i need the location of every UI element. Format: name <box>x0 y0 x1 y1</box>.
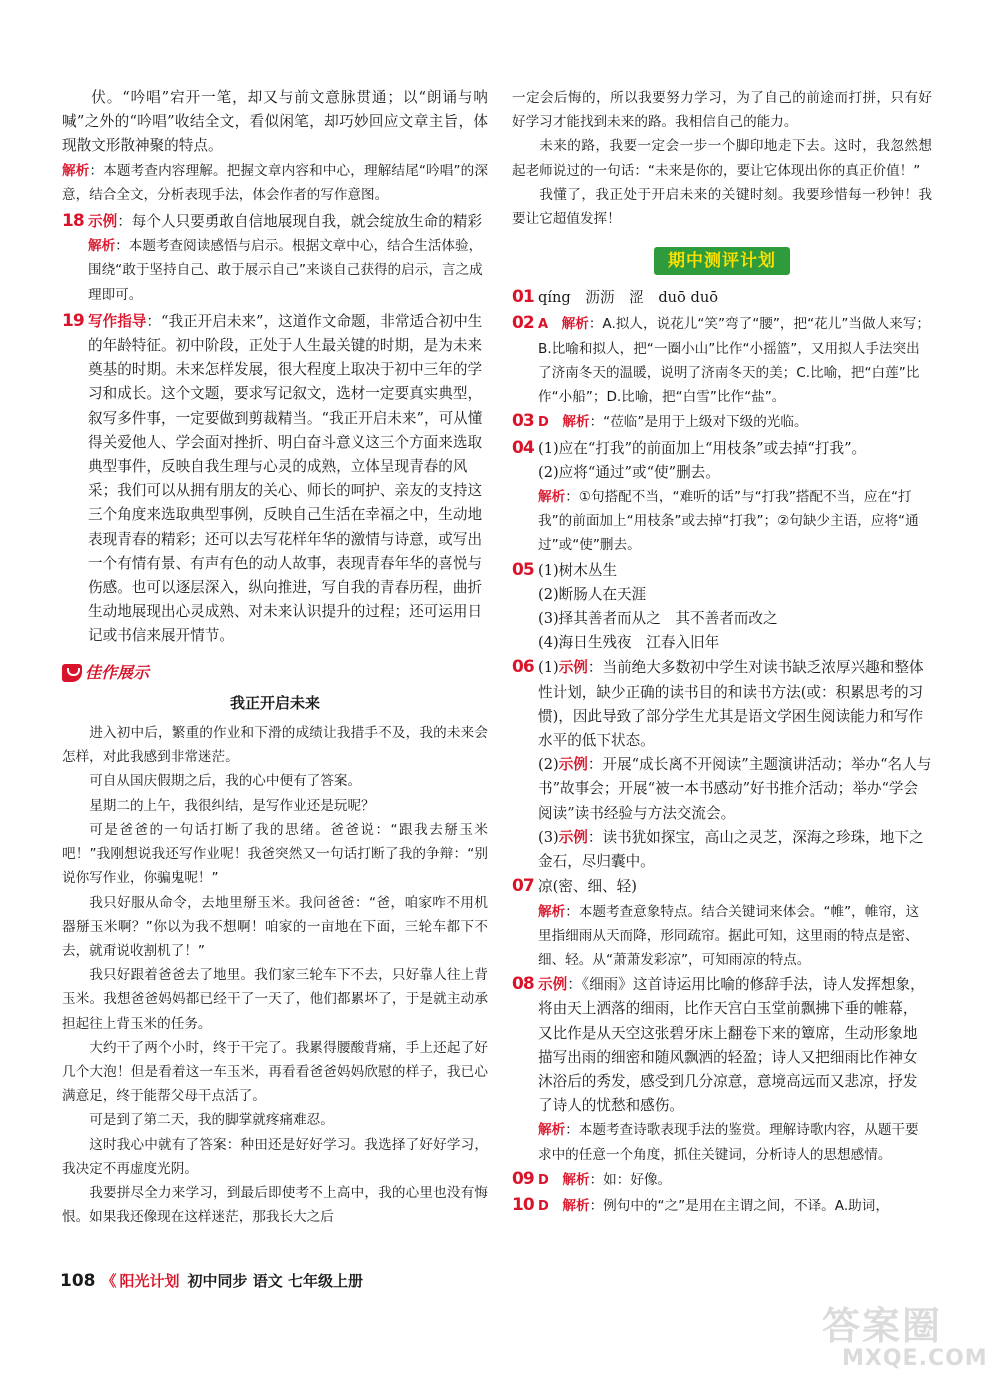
analysis-text: ：如：好像。 <box>589 1171 672 1188</box>
analysis-text: ：本题考查意象特点。结合关键词来体会。“帷”，帷帘，这里指细雨从天而降，形同疏帘。据此可知，这里雨的特点是密、细、轻。从“萧萧发彩凉”，可知雨凉的特点。 <box>538 903 920 968</box>
essay-paragraph: 可自从国庆假期之后，我的心中便有了答案。 <box>89 773 362 790</box>
section-header <box>512 247 932 275</box>
page-footer <box>60 1270 363 1291</box>
q08-analysis <box>512 1118 932 1166</box>
question-number: 10 <box>512 1194 534 1215</box>
question-02 <box>512 311 932 410</box>
analysis-label: 解析 <box>88 238 116 255</box>
answer-text: ：每个人只要勇敢自信地展现自我，就会绽放生命的精彩 <box>117 213 483 231</box>
essay-paragraph: 进入初中后，繁重的作业和下滑的成绩让我措手不及，我的未来会怎样，对此我感到非常迷茫。 <box>62 725 488 766</box>
question-06 <box>512 655 932 753</box>
essay-paragraph: 大约干了两个小时，终于干完了。我累得腰酸背痛，手上还起了好几个大泡！但是看着这一车玉米，再看看爸爸妈妈欣慰的样子，我已心满意足，终于能帮父母干点活了。 <box>62 1039 488 1105</box>
answer-choice: D <box>538 415 549 431</box>
analysis-label: 解析 <box>62 162 90 179</box>
essay-paragraph: 未来的路，我要一定会一步一个脚印地走下去。这时，我忽然想起老师说过的一句话：“未来是你的，要让它体现出你的真正价值！” <box>512 138 932 179</box>
answer-item: (1)应在“打我”的前面加上“用枝条”或去掉“打我”。 <box>538 439 867 457</box>
answer-item <box>512 826 932 874</box>
answer-choice: A <box>538 316 549 332</box>
essay-continuation <box>512 86 932 231</box>
left-column <box>62 86 488 1229</box>
analysis-text: ：例句中的“之”是用在主谓之间，不译。A.助词， <box>589 1197 889 1214</box>
question-number: 05 <box>512 559 534 580</box>
question-number: 19 <box>62 310 84 331</box>
question-number: 08 <box>512 974 534 995</box>
answer-item: (1)树木丛生 <box>538 561 618 579</box>
analysis-label: 解析 <box>538 903 566 920</box>
answer-text: ：当前绝大多数初中学生对读书缺乏浓厚兴趣和整体性计划，缺少正确的读书目的和读书方法(或：积累思考的习惯)，因此导致了部分学生尤其是语文学困生阅读能力和写作水平的低下状态。 <box>538 659 924 750</box>
answer-text: 凉(密、细、轻) <box>538 878 637 896</box>
analysis-label: 解析 <box>562 1171 590 1188</box>
question-number: 01 <box>512 287 534 308</box>
chevron-left-icon: 《 <box>101 1272 117 1290</box>
showcase-header <box>62 661 488 685</box>
answer-text: qíng 沥沥 涩 duō duō <box>538 289 719 307</box>
question-08 <box>512 972 932 1118</box>
essay-paragraph: 我只好服从命令，去地里掰玉米。我问爸爸：“爸，咱家咋不用机器掰玉米啊？”你以为我不想啊！咱家的一亩地在下面，三轮车都下不去，就甭说收割机了！” <box>62 894 488 959</box>
analysis-text: ：本题考查内容理解。把握文章内容和中心，理解结尾“吟唱”的深意，结合全文，分析表现手法，体会作者的写作意图。 <box>62 162 488 203</box>
example-label: 示例 <box>558 828 588 846</box>
analysis-label: 解析 <box>538 1122 566 1139</box>
question-number: 18 <box>62 211 84 232</box>
essay-title: 我正开启未来 <box>229 693 320 712</box>
watermark-logo-text: 答案圈 <box>822 1304 943 1348</box>
analysis-text: ：“莅临”是用于上级对下级的光临。 <box>589 414 808 431</box>
analysis-text: ：A.拟人，说花儿“笑”弯了“腰”，把“花儿”当做人来写；B.比喻和拟人，把“一圈小山”比作“小摇篮”，又用拟人手法突出了济南冬天的温暖，说明了济南冬天的美；C.比喻，把“白莲”比作“小船”；D.比喻，把“白雪”比作“盐”。 <box>538 315 930 406</box>
brand-name: 阳光计划 <box>119 1272 180 1290</box>
answer-choice: D <box>538 1172 549 1188</box>
question-04 <box>512 436 932 461</box>
essay-paragraph: 这时我心中就有了答案：种田还是好好学习。我选择了好好学习，我决定不再虚度光阴。 <box>62 1136 488 1177</box>
essay-paragraph: 我懂了，我正处于开启未来的关键时刻。我要珍惜每一秒钟！我要让它超值发挥！ <box>512 186 932 228</box>
q17-analysis <box>62 159 488 207</box>
question-number: 09 <box>512 1168 534 1189</box>
question-number: 07 <box>512 876 534 897</box>
question-10 <box>512 1193 932 1219</box>
essay-paragraph: 我只好跟着爸爸去了地里。我们家三轮车下不去，只好靠人往上背玉米。我想爸爸妈妈都已经干了一天了，他们都累坏了，于是就主动承担起往上背玉米的任务。 <box>62 967 488 1032</box>
book-series: 初中同步 语文 七年级上册 <box>187 1272 363 1290</box>
analysis-label: 解析 <box>562 414 590 431</box>
writing-guide-label: 写作指导 <box>88 312 147 330</box>
question-number: 06 <box>512 657 534 678</box>
answer-choice: D <box>538 1198 549 1214</box>
question-07 <box>512 874 932 899</box>
essay-paragraph: 星期二的上午，我很纠结，是写作业还是玩呢？ <box>89 797 375 814</box>
answer-item: (2)应将“通过”或“使”删去。 <box>538 463 720 481</box>
site-watermark <box>822 1295 990 1381</box>
question-number: 02 <box>512 312 534 333</box>
answer-text: ：开展“成长离不开阅读”主题演讲活动；举办“名人与书”故事会；开展“被一本书感动”好书推介活动；举办“学会阅读”读书经验与方法交流会。 <box>538 756 932 822</box>
item-prefix: (1) <box>538 659 559 677</box>
question-09 <box>512 1167 932 1193</box>
writing-guide-text: ：“我正开启未来”，这道作文命题，非常适合初中生的年龄特征。初中阶段，正处于人生最关键的时期，是为未来奠基的时期。未来怎样发展，很大程度上取决于初中三年的学习和成长。这个文题，要求写记叙文，选材一定要真实典型，叙写多件事，一定要做到剪裁精当。“我正开启未来”，可从懂得关爱他人、学会面对挫折、明白奋斗意义这三个方面来选取典型事件，反映自我生理与心灵的成熟，立体呈现青春的风采；我们可以从拥有朋友的关心、师长的呵护、亲友的支持这三个角度来选取典型事例，反映自己生活在幸福之中，生动地表现青春的精彩；还可以去写花样年华的激情与诗意，或写出一个有情有景、有声有色的动人故事，表现青春年华的喜悦与伤感。也可以逐层深入，纵向推进，写自我的青春历程，曲折生动地展现出心灵成熟、对未来认识提升的过程；还可运用日记或书信来展开情节。 <box>88 312 483 645</box>
analysis-text: ：本题考查诗歌表现手法的鉴赏。理解诗歌内容，从题干要求中的任意一个角度，抓住关键词，分析诗人的思想感情。 <box>538 1122 919 1163</box>
analysis-text: ：①句搭配不当，“难听的话”与“打我”搭配不当，应在“打我”的前面加上“用枝条”或去掉“打我”；②句缺少主语，应将“通过”或“使”删去。 <box>538 489 919 554</box>
answer-item: (3)择其善者而从之 其不善者而改之 <box>538 610 778 628</box>
trophy-icon <box>62 664 82 682</box>
question-number: 04 <box>512 437 534 458</box>
question-03 <box>512 409 932 435</box>
essay-body <box>62 721 488 1229</box>
item-prefix: (3) <box>538 828 559 846</box>
analysis-text: ：本题考查阅读感悟与启示。根据文章中心，结合生活体验，围绕“敢于坚持自己、敢于展示自己”来谈自己获得的启示，言之成理即可。 <box>88 238 483 303</box>
question-18 <box>62 209 488 234</box>
essay-paragraph: 一定会后悔的，所以我要努力学习，为了自己的前途而打拼，只有好好学习才能找到未来的路。我相信自己的能力。 <box>512 90 932 131</box>
answer-text: ：读书犹如探宝，高山之灵芝，深海之珍珠，地下之金石，尽归囊中。 <box>538 828 924 871</box>
watermark-url: MXQE.COM <box>842 1346 988 1371</box>
item-prefix: (2) <box>538 756 559 774</box>
example-label: 示例 <box>538 976 568 994</box>
showcase-title: 佳作展示 <box>85 662 150 682</box>
q18-analysis <box>62 234 488 307</box>
example-label: 示例 <box>558 756 588 774</box>
question-05 <box>512 558 932 583</box>
analysis-label: 解析 <box>538 489 566 506</box>
answer-item <box>512 753 932 826</box>
essay-paragraph: 可是爸爸的一句话打断了我的思绪。爸爸说：“跟我去掰玉米吧！”我刚想说我还写作业呢！我爸突然又一句话打断了我的争辩：“别说你写作业，你骗鬼呢！” <box>62 821 488 887</box>
analysis-label: 解析 <box>561 315 589 332</box>
question-number: 03 <box>512 411 534 432</box>
right-column <box>512 86 932 1219</box>
answer-text: ：《细雨》这首诗运用比喻的修辞手法，诗人发挥想象，将由天上洒落的细雨，比作天宫白玉堂前飘拂下垂的帷幕，又比作是从天空这张碧牙床上翻卷下来的簟席，生动形象地描写出雨的细密和随风飘洒的轻盈；诗人又把细雨比作神女沐浴后的秀发，感受到几分凉意，意境高远而又悲凉，抒发了诗人的忧愁和感伤。 <box>538 976 925 1115</box>
question-01 <box>512 285 932 310</box>
example-label: 示例 <box>88 213 118 231</box>
essay-paragraph: 可是到了第二天，我的脚掌就疼痛难忍。 <box>89 1112 334 1129</box>
analysis-label: 解析 <box>562 1197 590 1214</box>
example-label: 示例 <box>558 659 588 677</box>
q04-analysis <box>512 485 932 558</box>
essay-paragraph: 我要拼尽全力来学习，到最后即使考不上高中，我的心里也没有悔恨。如果我还像现在这样迷茫，那我长大之后 <box>62 1184 488 1226</box>
q07-analysis <box>512 900 932 973</box>
question-19 <box>62 309 488 649</box>
answer-item: (4)海日生残夜 江春入旧年 <box>538 634 720 652</box>
page-number: 108 <box>60 1270 96 1291</box>
section-title: 期中测评计划 <box>654 247 790 275</box>
answer-item: (2)断肠人在天涯 <box>538 585 647 603</box>
q17-continuation: 伏。“吟唱”宕开一笔，却又与前文意脉贯通；以“朗诵与呐喊”之外的“吟唱”收结全文，看似闲笔，却巧妙回应文章主旨，体现散文形散神聚的特点。 <box>62 89 488 155</box>
